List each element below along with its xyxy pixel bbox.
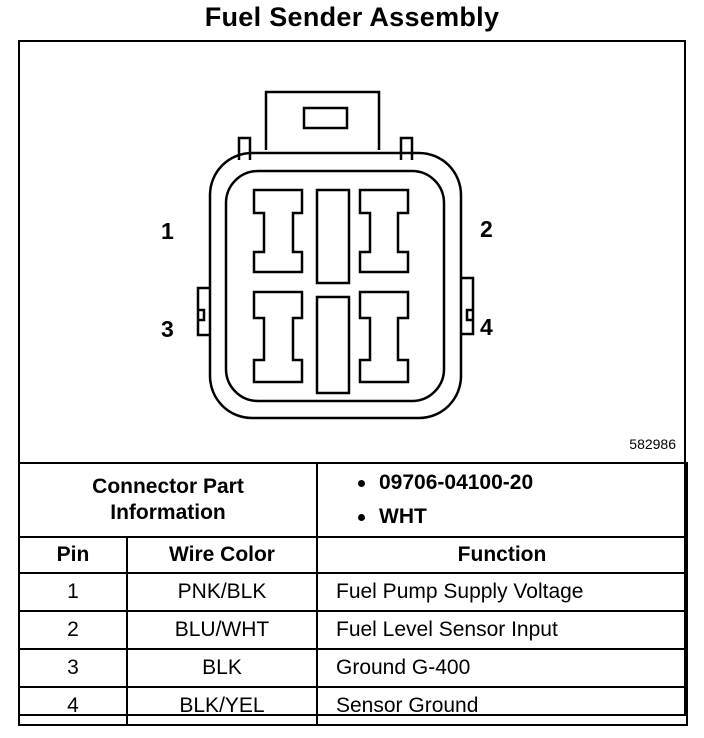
header-wire-color: Wire Color (127, 537, 317, 573)
part-number: 09706-04100-20 (379, 471, 534, 494)
connector-part-label-line2: Information (110, 501, 226, 524)
pin-label-2: 2 (480, 216, 493, 242)
connector-part-label-line1: Connector Part (92, 475, 244, 498)
bullet-icon (358, 480, 365, 487)
wire-color-cell: BLU/WHT (127, 611, 317, 649)
header-function: Function (317, 537, 687, 573)
table-row (19, 649, 687, 687)
header-pin: Pin (19, 537, 127, 573)
pin-cell: 4 (19, 687, 127, 725)
function-cell: Ground G-400 (317, 649, 687, 687)
pin-label-3: 3 (161, 316, 174, 342)
pin-label-4: 4 (480, 314, 493, 340)
pin-cell: 2 (19, 611, 127, 649)
function-cell: Fuel Pump Supply Voltage (317, 573, 687, 611)
wire-color-cell: BLK (127, 649, 317, 687)
table-row (19, 687, 687, 725)
bullet-icon (358, 514, 365, 521)
connector-part-label (19, 463, 317, 537)
wire-color-cell: BLK/YEL (127, 687, 317, 725)
connector-color: WHT (379, 505, 427, 528)
function-cell: Sensor Ground (317, 687, 687, 725)
function-cell: Fuel Level Sensor Input (317, 611, 687, 649)
table-row (19, 611, 687, 649)
pinout-table (18, 462, 688, 726)
pin-label-1: 1 (161, 218, 174, 244)
pin-cell: 3 (19, 649, 127, 687)
connector-face-drawing (18, 40, 686, 462)
connector-part-values (317, 463, 687, 537)
table-row (19, 573, 687, 611)
connector-part-row (19, 463, 687, 537)
table-header-row (19, 537, 687, 573)
diagram-title: Fuel Sender Assembly (204, 2, 500, 32)
wire-color-cell: PNK/BLK (127, 573, 317, 611)
pin-cell: 1 (19, 573, 127, 611)
figure-number: 582986 (629, 436, 676, 452)
